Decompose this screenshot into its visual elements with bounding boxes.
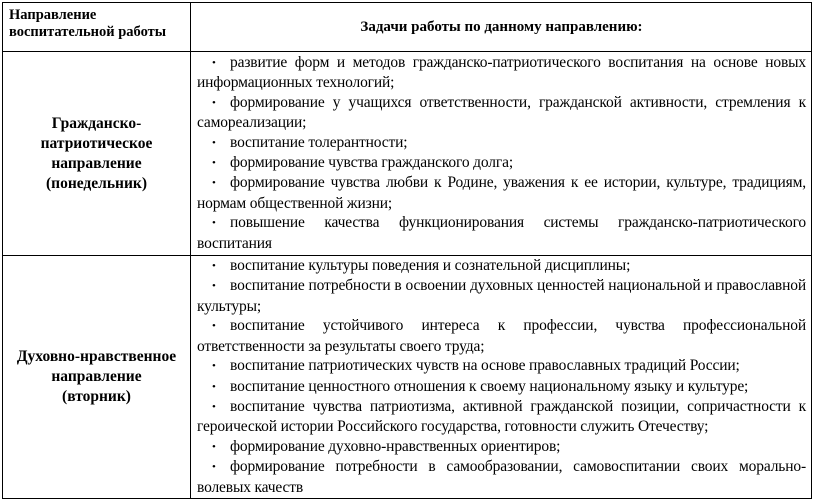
bullet-icon: • [212,320,216,333]
list-item [197,377,806,397]
task-text: повышение качества функционирования системы гражданско-патриотического воспитания [197,214,806,252]
list-item [197,397,806,437]
bullet-icon: • [212,136,216,149]
bullet-icon: • [212,280,216,293]
task-text: воспитание чувства патриотизма, активной гражданской позиции, сопричастности к героической истории Российского государства, готовности служить Отечеству; [197,397,806,436]
list-item [197,256,806,276]
list-item [197,316,806,356]
header-row [3,3,812,52]
bullet-icon: • [212,380,216,393]
task-text: формирование чувства гражданского долга; [230,154,513,172]
list-item [197,53,806,93]
bullet-icon: • [212,440,216,453]
direction-name: направление [51,154,142,172]
task-text: воспитание толерантности; [230,133,408,151]
task-text: воспитание патриотических чувств на основе православных традиций России; [230,357,740,375]
bullet-icon: • [212,177,216,190]
list-item [197,93,806,133]
list-item [197,457,806,497]
list-item [197,356,806,376]
task-text: формирование у учащихся ответственности, гражданской активности, стремления к самореализации; [197,93,806,132]
bullet-icon: • [212,360,216,373]
list-item [197,133,806,153]
table-row [3,52,812,256]
task-text: воспитание потребности в освоении духовных ценностей национальной и православной культуры; [197,277,806,315]
bullet-icon: • [212,217,216,230]
direction-day: (вторник) [62,388,131,405]
direction-name: патриотическое [40,134,153,152]
list-item [197,213,806,253]
direction-name: Духовно-нравственное [16,348,177,365]
tasks-cell [191,256,812,499]
list-item [197,276,806,316]
header-tasks-cell [191,3,812,52]
task-text: формирование чувства любви к Родине, уважения к ее истории, культуре, традициям, нормам общественной жизни; [197,174,806,212]
list-item [197,437,806,457]
task-text: воспитание культуры поведения и сознательной дисциплины; [230,257,631,275]
bullet-icon: • [212,57,216,69]
task-text: развитие форм и методов гражданско-патриотического воспитания на основе новых информационных технологий; [197,54,806,92]
task-text: воспитание устойчивого интереса к профессии, чувства профессиональной ответственности за результаты своего труда; [197,317,806,355]
task-text: формирование потребности в самообразовании, самовоспитании своих морально-волевых качеств [197,458,806,496]
table-row [3,256,812,499]
header-direction-cell [3,3,191,52]
bullet-icon: • [212,400,216,413]
list-item [197,173,806,213]
bullet-icon: • [212,461,216,474]
bullet-icon: • [212,96,216,109]
bullet-icon: • [212,157,216,170]
direction-cell [3,52,191,256]
tasks-cell [191,52,812,256]
task-list [197,256,806,497]
task-text: воспитание ценностного отношения к своему национальному языку и культуре; [230,377,749,395]
bullet-icon: • [212,260,216,273]
direction-name: направление [51,368,142,385]
task-list [197,53,806,253]
direction-cell [3,256,191,499]
direction-name: Гражданско- [51,114,142,132]
task-text: формирование духовно-нравственных ориентиров; [230,437,561,455]
list-item [197,153,806,173]
header-direction-text: Направление воспитательной работы [9,7,167,40]
direction-day: (понедельник) [45,174,147,192]
directions-table [2,2,812,499]
header-tasks-text: Задачи работы по данному направлению: [360,18,643,35]
